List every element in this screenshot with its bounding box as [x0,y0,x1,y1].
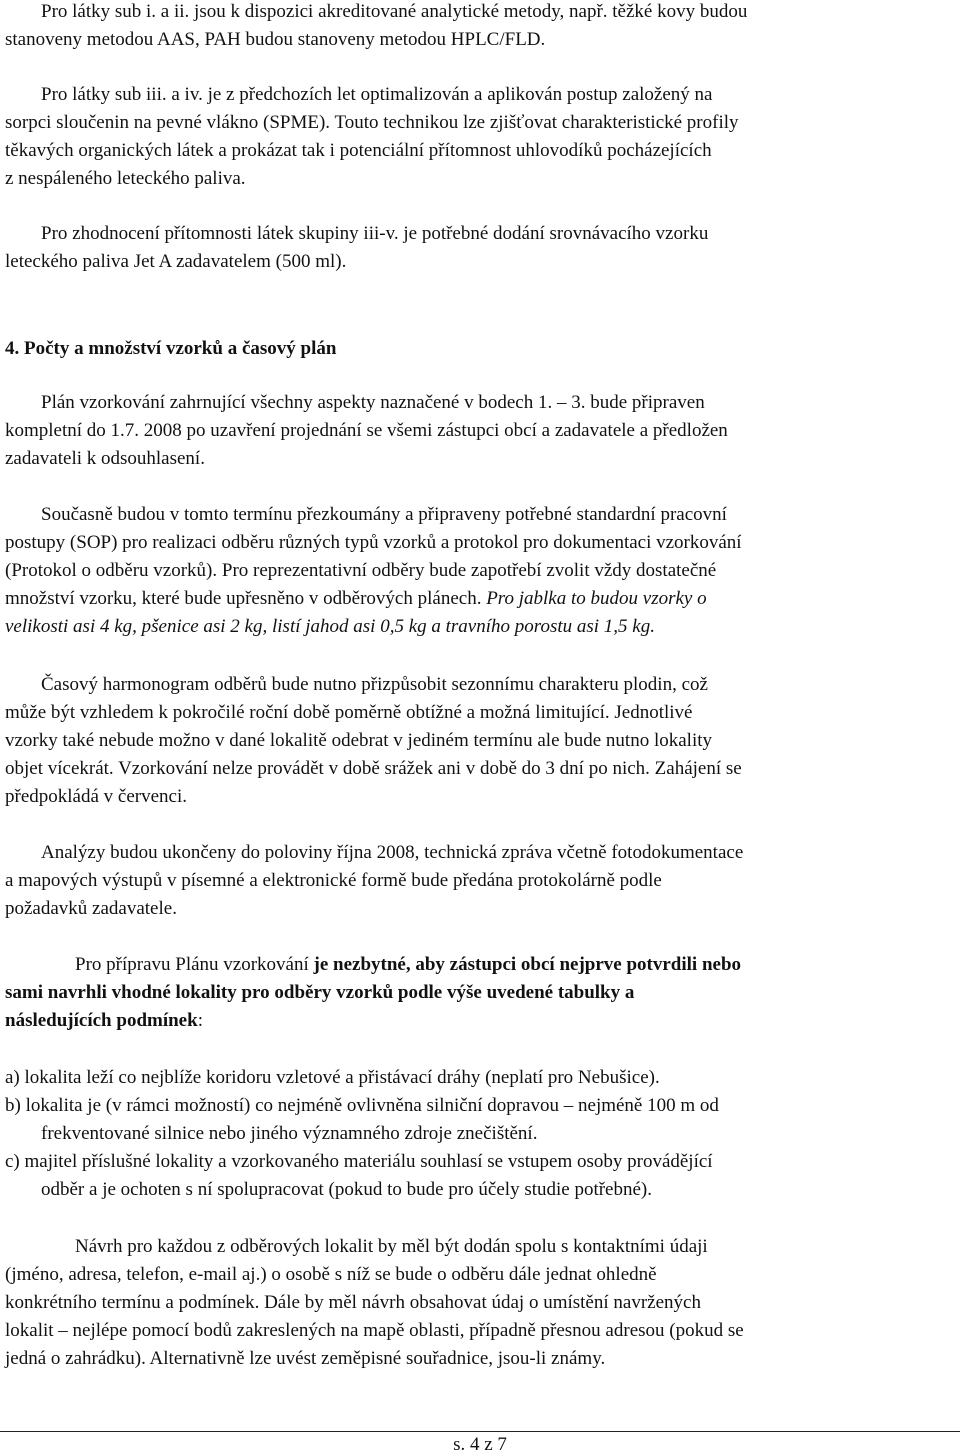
text-line: kompletní do 1.7. 2008 po uzavření projednání se všemi zástupci obcí a zadavatele a předložen [5,420,728,441]
paragraph-analytical-methods [5,0,951,54]
text-line: stanoveny metodou AAS, PAH budou stanoveny metodou HPLC/FLD. [5,29,546,50]
text-line [5,585,951,613]
text-bold: je nezbytné, aby zástupci obcí nejprve potvrdili nebo [313,954,742,975]
paragraph-schedule [5,671,951,811]
paragraph-analyses [5,839,951,923]
text-normal: : [197,1010,203,1031]
text-line: Pro zhodnocení přítomnosti látek skupiny iii-v. je potřebné dodání srovnávacího vzorku [41,223,709,244]
text-italic: Pro jablka to budou vzorky o [486,588,707,609]
text-line: zadavateli k odsouhlasení. [5,448,205,469]
text-line: Analýzy budou ukončeny do poloviny října 2008, technická zpráva včetně fotodokumentace [41,842,744,863]
text-normal: množství vzorku, které bude upřesněno v odběrových plánech. [5,588,487,609]
text-line: sorpci sloučenin na pevné vlákno (SPME). Touto technikou lze zjišťovat charakteristické profily [5,112,739,133]
text-line: (jméno, adresa, telefon, e-mail aj.) o osobě s níž se bude o odběru dále jednat ohledně [5,1264,657,1285]
text-line [5,1007,951,1035]
list-item-b-continuation: frekventované silnice nebo jiného významného zdroje znečištění. [41,1123,538,1144]
text-normal: Pro přípravu Plánu vzorkování [75,954,314,975]
conditions-list [5,1064,951,1204]
list-item-c: c) majitel příslušné lokality a vzorkovaného materiálu souhlasí se vstupem osoby provádějící [5,1151,713,1172]
text-line-italic: velikosti asi 4 kg, pšenice asi 2 kg, listí jahod asi 0,5 kg a travního porostu asi 1,5 kg. [5,616,655,637]
paragraph-contact-details [5,1233,951,1373]
text-line: Pro látky sub i. a ii. jsou k dispozici akreditované analytické metody, např. těžké kovy budou [41,1,748,22]
text-bold: následujících podmínek [5,1010,198,1031]
text-line: může být vzhledem k pokročilé roční době poměrně obtížné a možná limitující. Jednotlivé [5,702,693,723]
text-line: lokalit – nejlépe pomocí bodů zakreslených na mapě oblasti, případně přesnou adresou (pokud se [5,1320,744,1341]
list-item-a: a) lokalita leží co nejblíže koridoru vzletové a přistávací dráhy (neplatí pro Nebušice). [5,1067,660,1088]
text-line [5,951,951,979]
list-item-b: b) lokalita je (v rámci možností) co nejméně ovlivněna silniční dopravou – nejméně 100 m od [5,1095,719,1116]
text-line: jedná o zahrádku). Alternativně lze uvést zeměpisné souřadnice, jsou-li známy. [5,1348,606,1369]
paragraph-sop [5,501,951,641]
text-line: předpokládá v červenci. [5,786,187,807]
paragraph-spme [5,81,951,193]
text-line: z nespáleného leteckého paliva. [5,168,246,189]
text-line: a mapových výstupů v písemné a elektronické formě bude předána protokolárně podle [5,870,662,891]
paragraph-plan-preparation [5,951,951,1035]
heading-text: 4. Počty a množství vzorků a časový plán [5,338,337,359]
section-heading [5,335,951,363]
paragraph-sampling-plan [5,389,951,473]
page-number: s. 4 z 7 [453,1434,507,1455]
list-item-c-continuation: odběr a je ochoten s ní spolupracovat (pokud to bude pro účely studie potřebné). [41,1179,652,1200]
text-line: požadavků zadavatele. [5,898,177,919]
text-line: Současně budou v tomto termínu přezkoumány a připraveny potřebné standardní pracovní [41,504,727,525]
text-line: postupy (SOP) pro realizaci odběru různých typů vzorků a protokol pro dokumentaci vzorkování [5,532,742,553]
text-line: (Protokol o odběru vzorků). Pro reprezentativní odběry bude zapotřebí zvolit vždy dostatečné [5,560,717,581]
text-line: Časový harmonogram odběrů bude nutno přizpůsobit sezonnímu charakteru plodin, což [41,674,708,695]
text-line: objet vícekrát. Vzorkování nelze provádět v době srážek ani v době do 3 dní po nich. Zahájení se [5,758,742,779]
text-line-bold: sami navrhli vhodné lokality pro odběry vzorků podle výše uvedené tabulky a [5,982,635,1003]
text-line: konkrétního termínu a podmínek. Dále by měl návrh obsahovat údaj o umístění navržených [5,1292,701,1313]
text-line: těkavých organických látek a prokázat tak i potenciální přítomnost uhlovodíků pocházejících [5,140,712,161]
footer-divider [0,1431,960,1432]
text-line: vzorky také nebude možno v dané lokalitě odebrat v jediném termínu ale bude nutno lokality [5,730,713,751]
text-line: Návrh pro každou z odběrových lokalit by měl být dodán spolu s kontaktními údaji [75,1236,708,1257]
text-line: Plán vzorkování zahrnující všechny aspekty naznačené v bodech 1. – 3. bude připraven [41,392,705,413]
text-line: leteckého paliva Jet A zadavatelem (500 ml). [5,251,347,272]
text-line: Pro látky sub iii. a iv. je z předchozích let optimalizován a aplikován postup založený na [41,84,713,105]
paragraph-jet-fuel [5,220,951,276]
